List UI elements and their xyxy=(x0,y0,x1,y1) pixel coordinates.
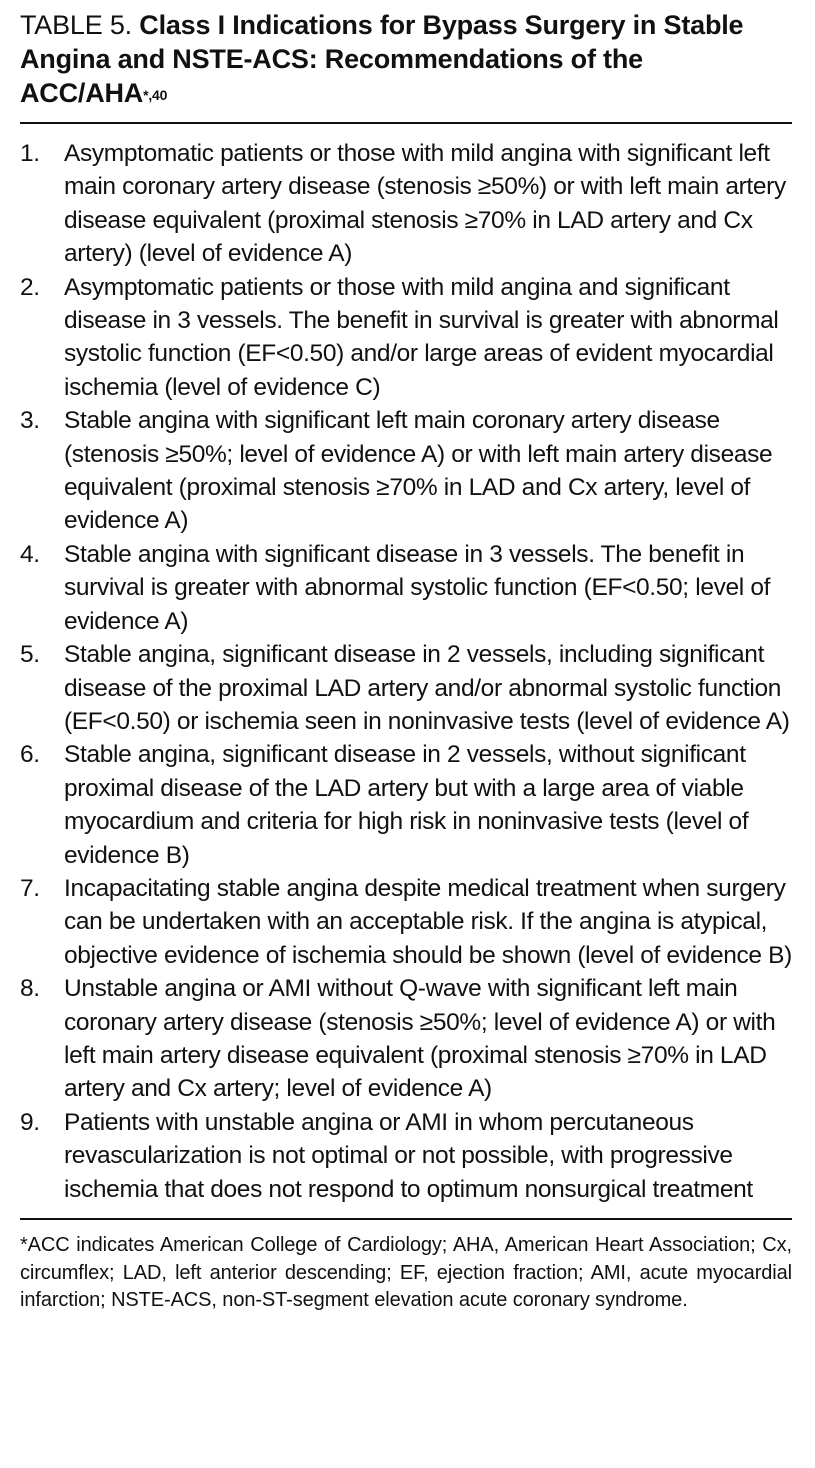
list-item xyxy=(20,271,792,405)
table-container xyxy=(20,8,792,1315)
recommendation-list xyxy=(20,124,792,1218)
list-item xyxy=(20,638,792,738)
item-number: 4. xyxy=(20,540,40,568)
table-title xyxy=(20,8,792,116)
item-text: Asymptomatic patients or those with mild angina and significant disease in 3 vessels. The benefit in survival is greater with abnormal systolic function (EF<0.50) and/or large areas of evident myocardial ischemia (level of evidence C) xyxy=(64,273,779,401)
item-number: 3. xyxy=(20,407,40,435)
item-text: Incapacitating stable angina despite medical treatment when surgery can be undertaken with an acceptable risk. If the angina is atypical, objective evidence of ischemia should be shown (level of evidence B) xyxy=(64,874,792,969)
item-text: Stable angina, significant disease in 2 vessels, without significant proximal disease of the LAD artery but with a large area of viable myocardium and criteria for high risk in noninvasive tests (level of evidence B) xyxy=(64,741,749,869)
item-text: Asymptomatic patients or those with mild angina with significant left main coronary artery disease (stenosis ≥50%) or with left main artery disease equivalent (proximal stenosis ≥70% in LAD artery and Cx artery) (level of evidence A) xyxy=(64,140,786,268)
item-number: 7. xyxy=(20,874,40,902)
item-text: Unstable angina or AMI without Q-wave with significant left main coronary artery disease (stenosis ≥50%; level of evidence A) or with left main artery disease equivalent (proximal stenosis ≥70% in LAD artery and Cx artery; level of evidence A) xyxy=(64,975,776,1103)
list-item xyxy=(20,538,792,638)
item-text: Stable angina, significant disease in 2 vessels, including significant disease of the proximal LAD artery and/or abnormal systolic function (EF<0.50) or ischemia seen in noninvasive tests (level of evidence A) xyxy=(64,641,790,735)
list-item xyxy=(20,137,792,271)
item-text: Stable angina with significant disease in 3 vessels. The benefit in survival is greater with abnormal systolic function (EF<0.50; level of evidence A) xyxy=(64,540,771,635)
list-item xyxy=(20,972,792,1106)
item-number: 1. xyxy=(20,140,40,167)
item-text: Patients with unstable angina or AMI in whom percutaneous revascularization is not optimal or not possible, with progressive ischemia that does not respond to optimum nonsurgical treatment xyxy=(64,1108,753,1203)
title-footnote-ref: *,40 xyxy=(143,87,168,103)
list-item xyxy=(20,872,792,972)
list-item xyxy=(20,404,792,538)
item-number: 9. xyxy=(20,1108,40,1136)
item-number: 5. xyxy=(20,641,40,669)
item-number: 2. xyxy=(20,273,40,301)
item-text: Stable angina with significant left main coronary artery disease (stenosis ≥50%; level of evidence A) or with left main artery disease equivalent (proximal stenosis ≥70% in LAD and Cx artery, level of evidence A) xyxy=(64,407,773,535)
list-item xyxy=(20,1106,792,1206)
item-number: 8. xyxy=(20,975,40,1003)
table-title-text: Class I Indications for Bypass Surgery in Stable Angina and NSTE-ACS: Recommendations of the ACC/AHA xyxy=(20,10,744,108)
list-item xyxy=(20,738,792,872)
table-footnote: *ACC indicates American College of Cardiology; AHA, American Heart Association; Cx, circumflex; LAD, left anterior descending; EF, ejection fraction; AMI, acute myocardial infarction; NSTE-ACS, non-ST-segment elevation acute coronary syndrome. xyxy=(20,1234,792,1311)
item-number: 6. xyxy=(20,741,40,769)
table-label: TABLE 5. xyxy=(20,10,132,40)
